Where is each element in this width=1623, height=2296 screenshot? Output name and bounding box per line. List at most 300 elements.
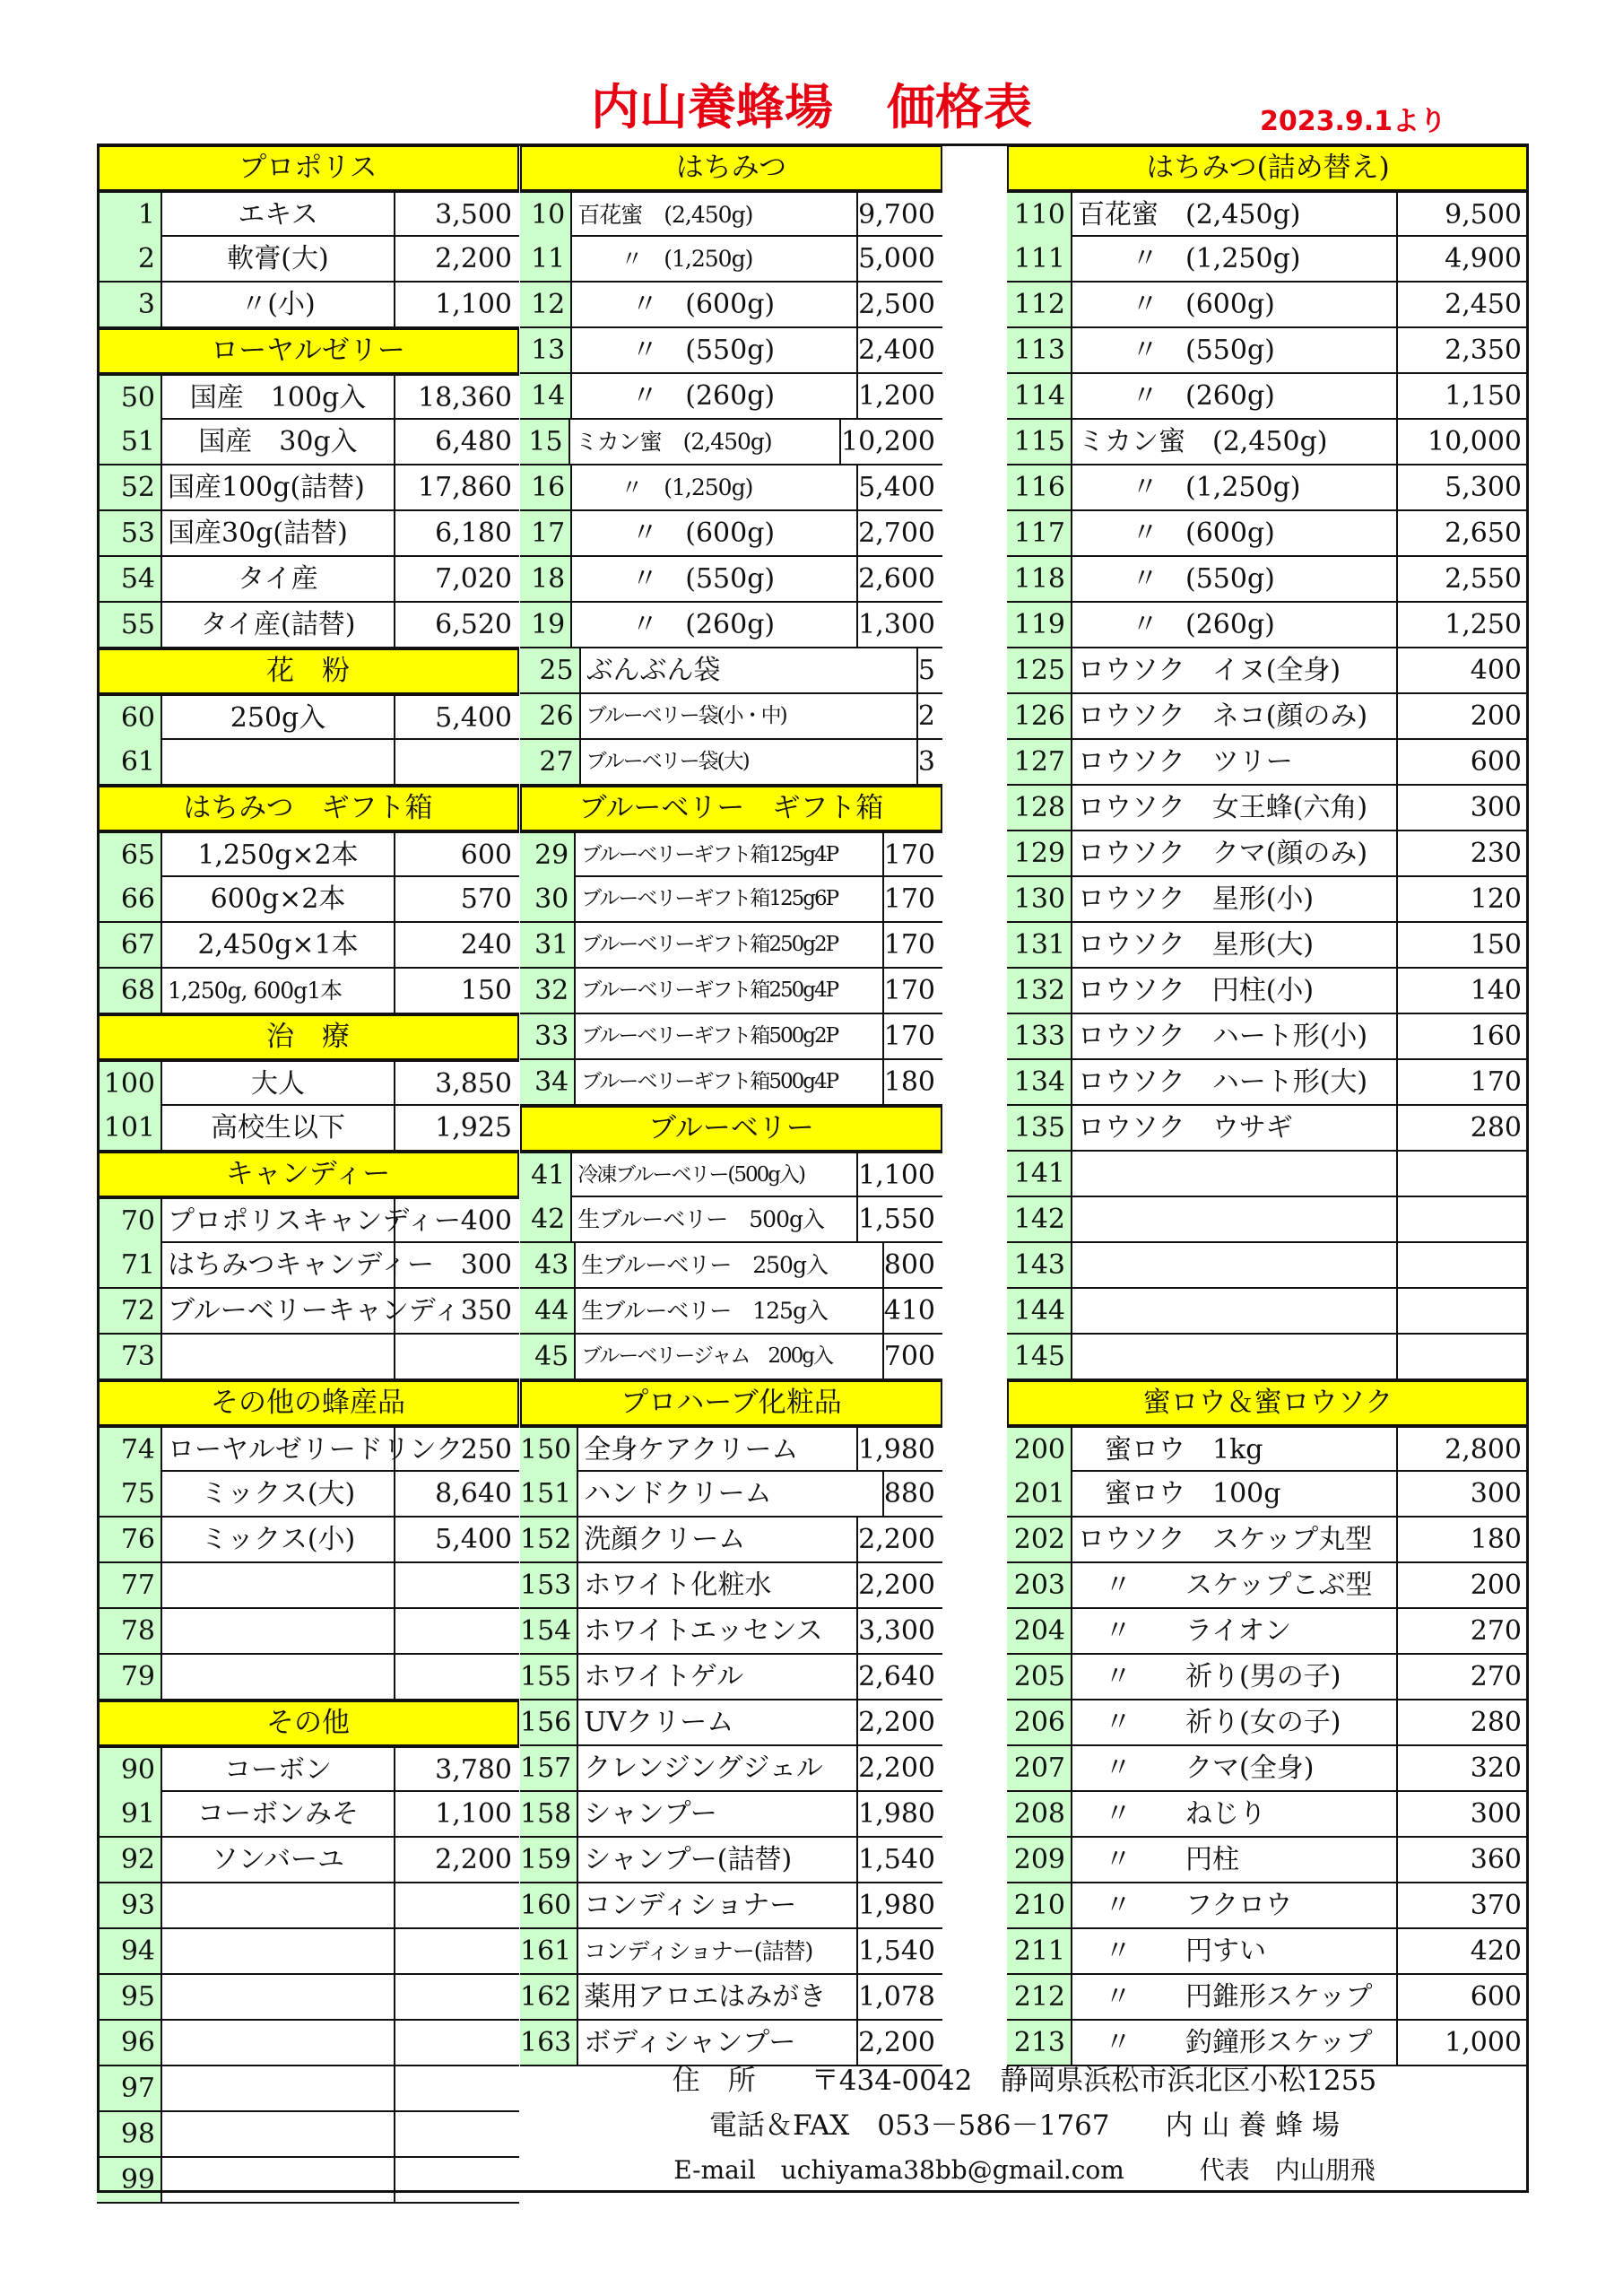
table-row xyxy=(1007,603,1529,648)
item-name: 〃 ねじり xyxy=(1072,1792,1398,1836)
item-name: 〃 (1,250g) xyxy=(572,465,858,509)
item-price: 2,200 xyxy=(858,1524,935,1555)
section-heading: はちみつ xyxy=(520,145,942,191)
item-number: 130 xyxy=(1007,877,1072,921)
item-price: 1,078 xyxy=(858,1981,935,2013)
item-price: 18,360 xyxy=(418,382,512,413)
item-number: 127 xyxy=(1007,740,1072,784)
table-row xyxy=(520,831,942,877)
title-shop-name: 内山養蜂場 xyxy=(591,79,833,135)
table-row xyxy=(520,237,942,283)
table-row xyxy=(520,1060,942,1106)
item-name xyxy=(162,2021,395,2065)
item-number: 99 xyxy=(97,2158,162,2202)
item-price: 2,200 xyxy=(858,2027,935,2058)
item-name xyxy=(1072,1243,1398,1287)
item-number: 116 xyxy=(1007,465,1072,509)
item-price: 2,650 xyxy=(1445,517,1522,549)
section-heading: ローヤルゼリー xyxy=(97,328,519,374)
table-row xyxy=(1007,283,1529,328)
item-number: 50 xyxy=(97,376,162,420)
item-price: 2 xyxy=(917,700,935,732)
item-number: 202 xyxy=(1007,1518,1072,1561)
item-price: 2,200 xyxy=(435,243,512,274)
item-number: 200 xyxy=(1007,1428,1072,1472)
item-price: 880 xyxy=(883,1478,935,1509)
item-price: 5,400 xyxy=(435,1524,512,1555)
item-price: 9,500 xyxy=(1445,199,1522,230)
item-price: 170 xyxy=(883,883,935,915)
item-name: 600g×2本 xyxy=(162,877,395,921)
item-number: 60 xyxy=(97,696,162,740)
item-price: 1,540 xyxy=(858,1844,935,1875)
item-number: 79 xyxy=(97,1655,162,1699)
table-row xyxy=(1007,1838,1529,1883)
item-name: はちみつキャンディー xyxy=(162,1243,395,1287)
table-row xyxy=(1007,923,1529,969)
item-name: プロポリスキャンディー xyxy=(162,1199,395,1243)
item-name xyxy=(162,1975,395,2019)
item-number: 15 xyxy=(520,420,570,464)
item-price: 800 xyxy=(883,1249,935,1281)
item-price: 180 xyxy=(883,1066,935,1098)
item-name: ロウソク 星形(小) xyxy=(1072,877,1398,921)
table-row xyxy=(520,877,942,923)
item-number: 17 xyxy=(520,511,572,555)
item-price: 2,800 xyxy=(1445,1434,1522,1465)
table-row xyxy=(97,1106,519,1152)
item-number: 45 xyxy=(520,1335,576,1378)
item-name: 蜜ロウ 100g xyxy=(1072,1472,1398,1516)
item-price: 280 xyxy=(1470,1707,1522,1738)
item-name: 〃 クマ(全身) xyxy=(1072,1746,1398,1790)
item-name xyxy=(1072,1335,1398,1378)
item-price xyxy=(395,1975,519,2019)
table-row xyxy=(520,1243,942,1289)
item-number: 14 xyxy=(520,374,572,418)
table-row xyxy=(1007,1014,1529,1060)
item-name: 生ブルーベリー 500g入 xyxy=(572,1197,858,1241)
item-price: 200 xyxy=(1470,1570,1522,1601)
table-row xyxy=(97,465,519,511)
table-row xyxy=(1007,1929,1529,1975)
table-row xyxy=(97,1609,519,1655)
item-name xyxy=(162,1609,395,1653)
item-number: 207 xyxy=(1007,1746,1072,1790)
item-number: 16 xyxy=(520,465,572,509)
item-price xyxy=(1398,1197,1529,1241)
item-name: 〃 祈り(男の子) xyxy=(1072,1655,1398,1699)
item-price: 1,000 xyxy=(1445,2027,1522,2058)
item-number: 210 xyxy=(1007,1883,1072,1927)
item-price: 9,700 xyxy=(858,199,935,230)
table-row xyxy=(520,694,942,740)
table-row xyxy=(1007,1152,1529,1197)
table-row xyxy=(520,1609,942,1655)
item-number: 55 xyxy=(97,603,162,647)
item-price xyxy=(1398,1335,1529,1378)
item-price xyxy=(395,2021,519,2065)
item-name: 〃 (260g) xyxy=(1072,603,1398,647)
item-number: 143 xyxy=(1007,1243,1072,1287)
item-name: 国産100g(詰替) xyxy=(162,465,395,509)
table-row xyxy=(97,2066,519,2112)
table-row xyxy=(1007,1975,1529,2021)
table-row xyxy=(520,1335,942,1380)
item-name: 〃 (550g) xyxy=(1072,557,1398,601)
table-row xyxy=(97,1518,519,1563)
item-name: 国産 30g入 xyxy=(162,420,395,464)
item-price: 400 xyxy=(1470,655,1522,686)
table-row xyxy=(1007,740,1529,786)
item-name: 〃 (550g) xyxy=(572,328,858,372)
item-price: 5 xyxy=(917,655,935,686)
item-name: シャンプー(詰替) xyxy=(578,1838,858,1882)
item-number: 204 xyxy=(1007,1609,1072,1653)
item-number: 131 xyxy=(1007,923,1072,967)
item-name: コーボン xyxy=(162,1748,395,1792)
section-heading: はちみつ ギフト箱 xyxy=(97,786,519,831)
item-price: 2,640 xyxy=(858,1661,935,1692)
item-name: UVクリーム xyxy=(578,1700,858,1744)
item-name: 〃 (1,250g) xyxy=(572,237,858,281)
item-number: 13 xyxy=(520,328,572,372)
item-number: 154 xyxy=(520,1609,578,1653)
table-row xyxy=(520,374,942,420)
item-price: 2,600 xyxy=(858,563,935,595)
item-name: 〃 スケップこぶ型 xyxy=(1072,1563,1398,1607)
item-name: 国産 100g入 xyxy=(162,376,395,420)
item-price: 200 xyxy=(1470,700,1522,732)
table-row xyxy=(97,1838,519,1883)
item-price: 5,400 xyxy=(435,702,512,734)
item-name: 1,250g×2本 xyxy=(162,833,395,877)
section-heading: ブルーベリー xyxy=(520,1106,942,1152)
item-number: 211 xyxy=(1007,1929,1072,1973)
item-number: 26 xyxy=(520,694,581,738)
item-number: 135 xyxy=(1007,1106,1072,1150)
table-row xyxy=(1007,1700,1529,1746)
table-row xyxy=(97,1289,519,1335)
item-number: 32 xyxy=(520,969,576,1013)
item-price: 2,200 xyxy=(858,1752,935,1784)
item-number: 25 xyxy=(520,648,581,692)
item-name: ボディシャンプー xyxy=(578,2021,858,2065)
item-name: 〃 (550g) xyxy=(572,557,858,601)
item-number: 19 xyxy=(520,603,572,647)
table-row xyxy=(520,1518,942,1563)
item-name: ロウソク 女王蜂(六角) xyxy=(1072,786,1398,830)
section-heading: 治 療 xyxy=(97,1014,519,1060)
table-row xyxy=(1007,1243,1529,1289)
item-name xyxy=(162,1335,395,1378)
item-name xyxy=(162,1883,395,1927)
item-number: 96 xyxy=(97,2021,162,2065)
item-name: ロウソク ハート形(小) xyxy=(1072,1014,1398,1058)
item-number: 10 xyxy=(520,193,572,237)
item-price: 420 xyxy=(1470,1935,1522,1967)
item-name: 〃 (600g) xyxy=(572,283,858,326)
item-price: 1,980 xyxy=(858,1890,935,1921)
item-number: 125 xyxy=(1007,648,1072,692)
item-name: ブルーベリーキャンディ xyxy=(162,1289,395,1333)
price-column-left xyxy=(97,145,519,2204)
item-number: 27 xyxy=(520,740,581,784)
item-name: 〃 (1,250g) xyxy=(1072,237,1398,281)
price-column-right xyxy=(1007,145,1529,2066)
item-number: 117 xyxy=(1007,511,1072,555)
item-name: クレンジングジェル xyxy=(578,1746,858,1790)
item-price: 6,180 xyxy=(435,517,512,549)
item-number: 152 xyxy=(520,1518,578,1561)
table-row xyxy=(1007,694,1529,740)
item-price: 600 xyxy=(1470,1981,1522,2013)
item-number: 1 xyxy=(97,193,162,237)
item-number: 68 xyxy=(97,969,162,1013)
item-price: 120 xyxy=(1470,883,1522,915)
item-name: ローヤルゼリードリンク xyxy=(162,1428,395,1472)
table-row xyxy=(520,1883,942,1929)
table-row xyxy=(97,2112,519,2158)
table-row xyxy=(520,923,942,969)
table-row xyxy=(97,603,519,648)
item-price: 280 xyxy=(1470,1112,1522,1144)
item-name: シャンプー xyxy=(578,1792,858,1836)
item-name: エキス xyxy=(162,193,395,237)
table-row xyxy=(97,831,519,877)
phone-line: 電話＆FAX 053－586－1767 内 山 養 蜂 場 xyxy=(709,2109,1340,2142)
item-number: 71 xyxy=(97,1243,162,1287)
item-number: 156 xyxy=(520,1700,578,1744)
item-price: 240 xyxy=(460,929,512,961)
item-number: 157 xyxy=(520,1746,578,1790)
table-row xyxy=(520,191,942,237)
section-heading: ブルーベリー ギフト箱 xyxy=(520,786,942,831)
item-name: ホワイト化粧水 xyxy=(578,1563,858,1607)
item-number: 212 xyxy=(1007,1975,1072,2019)
item-name: コンディショナー(詰替) xyxy=(578,1929,858,1973)
item-name: 〃 (260g) xyxy=(572,603,858,647)
table-row xyxy=(97,420,519,465)
item-price: 5,000 xyxy=(858,243,935,274)
item-price xyxy=(395,1655,519,1699)
item-name: 高校生以下 xyxy=(162,1106,395,1150)
table-row xyxy=(97,237,519,283)
item-name: 国産30g(詰替) xyxy=(162,511,395,555)
item-name: ソンバーユ xyxy=(162,1838,395,1882)
item-price: 320 xyxy=(1470,1752,1522,1784)
title-price-list: 価格表 xyxy=(887,79,1032,135)
item-price: 600 xyxy=(1470,746,1522,778)
item-number: 31 xyxy=(520,923,576,967)
table-row xyxy=(97,923,519,969)
item-name: タイ産 xyxy=(162,557,395,601)
item-number: 76 xyxy=(97,1518,162,1561)
item-price: 360 xyxy=(1470,1844,1522,1875)
item-price: 3 xyxy=(917,746,935,778)
item-number: 159 xyxy=(520,1838,578,1882)
item-name: ブルーベリー袋(小・中) xyxy=(581,694,918,738)
item-number: 95 xyxy=(97,1975,162,2019)
item-price: 3,850 xyxy=(435,1068,512,1100)
item-number: 151 xyxy=(520,1472,578,1516)
item-price: 1,980 xyxy=(858,1798,935,1830)
item-number: 155 xyxy=(520,1655,578,1699)
item-price: 600 xyxy=(460,839,512,871)
address-block xyxy=(520,2058,1529,2193)
table-row xyxy=(520,1792,942,1838)
item-name: ブルーベリーギフト箱500g2P xyxy=(576,1014,883,1058)
item-name: ブルーベリーギフト箱500g4P xyxy=(576,1060,883,1104)
table-row xyxy=(520,1975,942,2021)
item-number: 162 xyxy=(520,1975,578,2019)
item-price: 1,550 xyxy=(858,1204,935,1235)
section-heading: その他 xyxy=(97,1700,519,1746)
item-name: 〃 (600g) xyxy=(572,511,858,555)
item-number: 94 xyxy=(97,1929,162,1973)
table-row xyxy=(1007,557,1529,603)
item-number: 114 xyxy=(1007,374,1072,418)
table-row xyxy=(1007,648,1529,694)
item-price: 6,480 xyxy=(435,426,512,457)
item-price: 230 xyxy=(1470,838,1522,869)
item-number: 213 xyxy=(1007,2021,1072,2065)
table-row xyxy=(520,1472,942,1518)
item-name: ロウソク スケップ丸型 xyxy=(1072,1518,1398,1561)
table-row xyxy=(97,1975,519,2021)
item-name: 〃 釣鐘形スケップ xyxy=(1072,2021,1398,2065)
item-name: ぶんぶん袋 xyxy=(581,648,918,692)
item-price: 170 xyxy=(883,975,935,1006)
table-row xyxy=(520,1838,942,1883)
item-number: 132 xyxy=(1007,969,1072,1013)
item-price: 1,540 xyxy=(858,1935,935,1967)
item-name: コーボンみそ xyxy=(162,1792,395,1836)
item-price xyxy=(395,1929,519,1973)
item-number: 113 xyxy=(1007,328,1072,372)
item-name: 全身ケアクリーム xyxy=(578,1428,858,1472)
table-row xyxy=(97,1563,519,1609)
table-row xyxy=(1007,1060,1529,1106)
item-price: 5,300 xyxy=(1445,472,1522,503)
item-number: 33 xyxy=(520,1014,576,1058)
item-number: 128 xyxy=(1007,786,1072,830)
table-row xyxy=(520,1655,942,1700)
item-name xyxy=(1072,1152,1398,1196)
item-price: 150 xyxy=(460,975,512,1006)
item-price: 1,100 xyxy=(435,1798,512,1830)
item-name: 洗顔クリーム xyxy=(578,1518,858,1561)
table-row xyxy=(97,283,519,328)
item-price xyxy=(395,1563,519,1607)
item-price: 160 xyxy=(1470,1021,1522,1052)
table-row xyxy=(1007,1792,1529,1838)
item-number: 153 xyxy=(520,1563,578,1607)
item-name: ミックス(大) xyxy=(162,1472,395,1516)
item-name: ロウソク 星形(大) xyxy=(1072,923,1398,967)
item-name: 2,450g×1本 xyxy=(162,923,395,967)
item-number: 78 xyxy=(97,1609,162,1653)
table-row xyxy=(1007,1655,1529,1700)
table-row xyxy=(97,694,519,740)
item-number: 115 xyxy=(1007,420,1072,464)
section-heading: キャンディー xyxy=(97,1152,519,1197)
item-price: 700 xyxy=(883,1341,935,1372)
item-number: 98 xyxy=(97,2112,162,2156)
table-row xyxy=(97,557,519,603)
item-price: 2,200 xyxy=(435,1844,512,1875)
table-row xyxy=(520,420,942,465)
item-price xyxy=(395,740,519,784)
item-price: 300 xyxy=(1470,1478,1522,1509)
table-row xyxy=(1007,1746,1529,1792)
table-row xyxy=(97,191,519,237)
item-name: 大人 xyxy=(162,1062,395,1106)
item-number: 41 xyxy=(520,1153,572,1197)
item-price: 400 xyxy=(460,1205,512,1237)
table-row xyxy=(520,557,942,603)
table-row xyxy=(520,283,942,328)
item-price: 570 xyxy=(460,883,512,915)
item-price xyxy=(395,2112,519,2156)
item-number: 142 xyxy=(1007,1197,1072,1241)
item-price: 10,000 xyxy=(1428,426,1522,457)
item-price xyxy=(395,1883,519,1927)
item-price: 5,400 xyxy=(858,472,935,503)
item-number: 67 xyxy=(97,923,162,967)
item-number: 111 xyxy=(1007,237,1072,281)
item-name xyxy=(162,1655,395,1699)
item-price: 170 xyxy=(883,839,935,871)
item-number: 101 xyxy=(97,1106,162,1150)
item-price: 2,200 xyxy=(858,1570,935,1601)
item-number: 52 xyxy=(97,465,162,509)
item-name: ミカン蜜 (2,450g) xyxy=(1072,420,1398,464)
item-name: 百花蜜 (2,450g) xyxy=(1072,193,1398,237)
item-name: 〃 (1,250g) xyxy=(1072,465,1398,509)
item-number: 150 xyxy=(520,1428,578,1472)
table-row xyxy=(520,603,942,648)
item-number: 2 xyxy=(97,237,162,281)
table-row xyxy=(520,328,942,374)
item-price: 1,100 xyxy=(435,289,512,320)
table-row xyxy=(1007,328,1529,374)
table-row xyxy=(520,465,942,511)
item-price: 1,925 xyxy=(435,1112,512,1144)
item-name: 〃 祈り(女の子) xyxy=(1072,1700,1398,1744)
item-number: 54 xyxy=(97,557,162,601)
item-name: ロウソク 円柱(小) xyxy=(1072,969,1398,1013)
item-name: ホワイトエッセンス xyxy=(578,1609,858,1653)
item-name: 蜜ロウ 1kg xyxy=(1072,1428,1398,1472)
item-name: ハンドクリーム xyxy=(578,1472,883,1516)
item-price: 2,200 xyxy=(858,1707,935,1738)
table-row xyxy=(97,2021,519,2066)
table-row xyxy=(1007,465,1529,511)
item-name xyxy=(1072,1289,1398,1333)
item-price: 300 xyxy=(1470,792,1522,823)
item-price: 2,500 xyxy=(858,289,935,320)
item-number: 74 xyxy=(97,1428,162,1472)
table-row xyxy=(520,1929,942,1975)
item-number: 119 xyxy=(1007,603,1072,647)
item-number: 129 xyxy=(1007,831,1072,875)
price-column-middle xyxy=(520,145,942,2066)
item-number: 209 xyxy=(1007,1838,1072,1882)
item-price xyxy=(395,1609,519,1653)
table-row xyxy=(97,1472,519,1518)
table-row xyxy=(1007,1426,1529,1472)
